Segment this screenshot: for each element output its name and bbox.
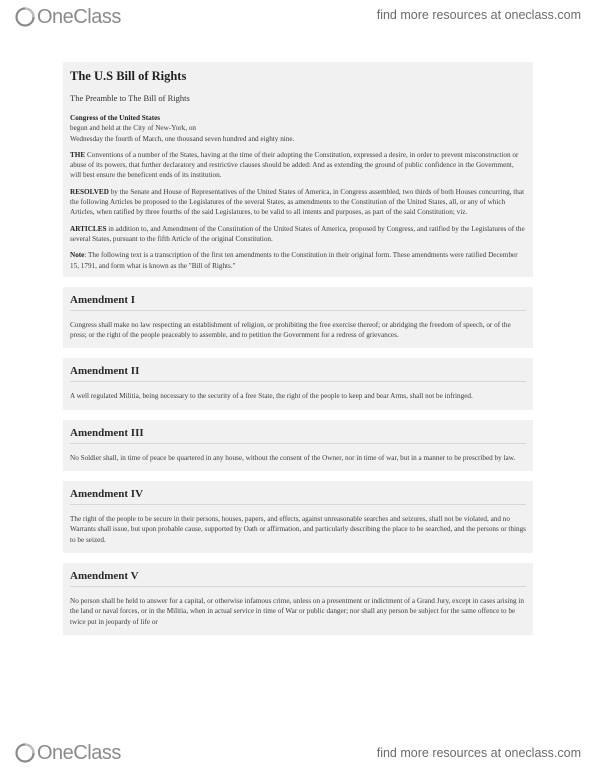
resolved-paragraph [70,187,526,218]
amendment-title: Amendment III [70,427,526,444]
document-body [63,62,533,635]
amendment-title: Amendment I [70,294,526,311]
congress-line-2: Wednesday the fourth of March, one thousand seven hundred and eighty nine. [70,134,295,143]
amendment-text: No Soldier shall, in time of peace be quartered in any house, without the consent of the Owner, nor in time of war, but in a manner to be prescribed by law. [70,453,516,462]
amendment-section [63,563,533,635]
resolved-text: by the Senate and House of Representatives of the United States of America, in Congress assembled, two thirds of both Houses concurring, that the following Articles be proposed to the Legislatures of the several States, as amendments to the Constitution of the United States, all, or any of which Articles, when ratified by three fourths of the said Legislatures, to be valid to all intents and purposes, as part of the said Constitution; viz. [70,187,525,217]
articles-paragraph [70,224,526,245]
amendment-text: The right of the people to be secure in their persons, houses, papers, and effects, against unreasonable searches and seizures, shall not be violated, and no Warrants shall issue, but upon probable cause, supported by Oath or affirmation, and particularly describing the place to be searched, and the persons or things to be seized. [70,515,526,544]
amendment-text: No person shall be held to answer for a capital, or otherwise infamous crime, unless on a presentment or indictment of a Grand Jury, except in cases arising in the land or naval forces, or in the Militia, when in actual service in time of War or public danger; nor shall any person be subject for the same offence to be twice put in jeopardy of life or [70,596,525,626]
note-text: : The following text is a transcription of the first ten amendments to the Constitution in their original form. These amendments were ratified December 15, 1791, and form what is known as the "Bill of Rights." [70,251,518,270]
header [0,0,595,34]
amendment-section [63,481,533,553]
preamble-section [63,62,533,277]
conventions-paragraph [70,150,526,181]
congress-block [70,113,526,144]
congress-line-1: begun and held at the City of New-York, on [70,124,197,133]
note-paragraph [70,250,526,271]
find-resources-link[interactable]: find more resources at oneclass.com [376,746,581,760]
oneclass-logo-icon [14,742,36,764]
logo-text: OneClass [37,741,121,764]
amendment-section [63,358,533,409]
amendment-text: A well regulated Militia, being necessary to the security of a free State, the right of the people to keep and bear Arms, shall not be infringed. [70,392,473,401]
the-text: Conventions of a number of the States, having at the time of their adopting the Constitution, expressed a desire, in order to prevent misconstruction or abuse of its powers, that further declaratory and restrictive clauses should be added: And as extending the ground of public confidence in the Government, will best ensure the beneficent ends of its institution. [70,150,519,180]
logo-text: OneClass [37,5,121,28]
oneclass-logo[interactable] [14,4,121,30]
oneclass-logo-icon [14,6,36,28]
note-lead: Note [70,251,85,260]
find-resources-link[interactable]: find more resources at oneclass.com [376,8,581,22]
amendment-title: Amendment IV [70,488,526,505]
document-subtitle: The Preamble to The Bill of Rights [70,93,190,103]
amendment-title: Amendment II [70,365,526,382]
articles-lead: ARTICLES [70,224,107,233]
articles-text: in addition to, and Amendment of the Constitution of the United States of America, proposed by Congress, and ratified by the Legislatures of the several States, pursuant to the fifth Article of the original Constitution. [70,224,525,243]
document-title: The U.S Bill of Rights [70,69,187,83]
footer [0,738,595,770]
amendment-section [63,287,533,349]
oneclass-logo[interactable] [14,740,121,766]
resolved-lead: RESOLVED [70,187,109,196]
amendment-title: Amendment V [70,570,526,587]
the-lead: THE [70,150,86,159]
congress-heading: Congress of the United States [70,114,161,122]
amendment-section [63,420,533,471]
amendment-text: Congress shall make no law respecting an establishment of religion, or prohibiting the free exercise thereof; or abridging the freedom of speech, or of the press; or the right of the people peaceably to assemble, and to petition the Government for a redress of grievances. [70,320,511,340]
